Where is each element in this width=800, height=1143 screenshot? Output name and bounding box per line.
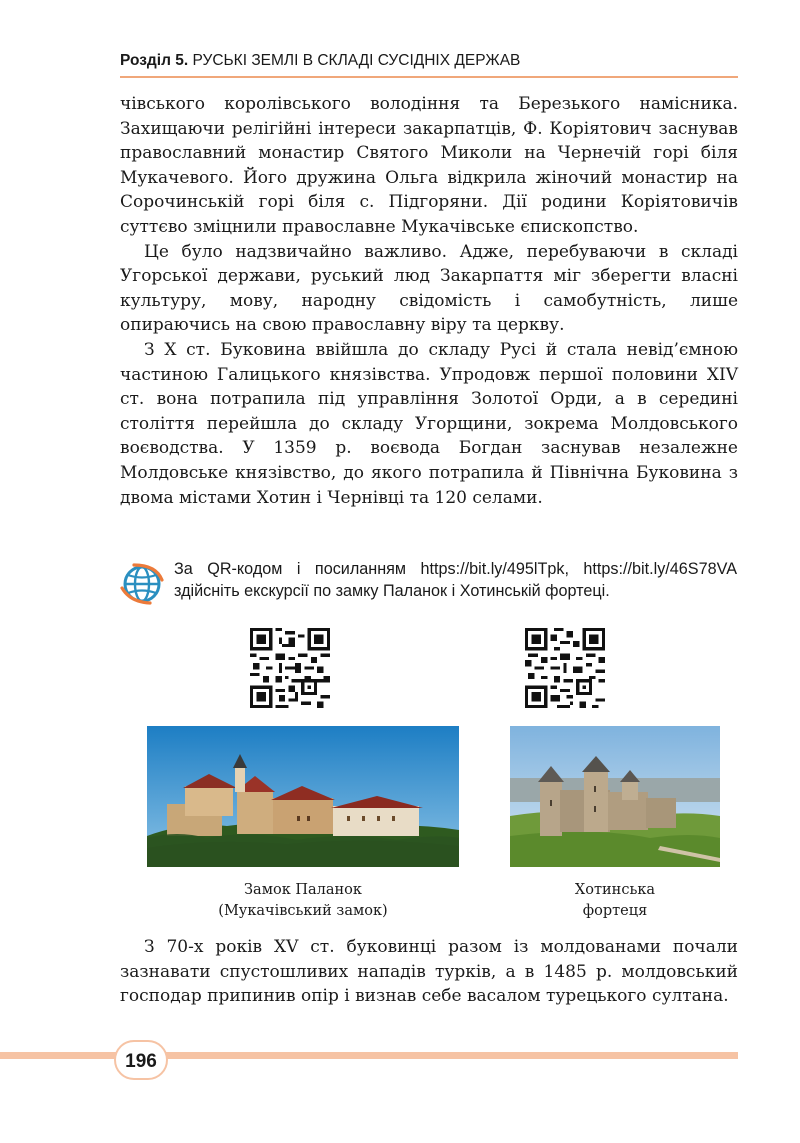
closing-text [120, 935, 738, 1009]
paragraph-4: З 70-х років XV ст. буковинці разом із молдованами почали зазнавати спустошливих нападів турків, а в 1485 р. молдовський господар припинив опір і визнав себе васалом турецького султана. [120, 937, 738, 1007]
khotyn-fortress-photo [510, 726, 720, 867]
paragraph-3: З Х ст. Буковина ввійшла до складу Русі й стала невід’ємною частиною Галицького князівства. Упродовж першої половини XIV ст. вона потрапила під управління Золотої Орди, а в середині століття перейшла до складу Угорщини, зокрема Молдовського воєводства. У 1359 р. воєвода Богдан заснував незалежне Молдовське князівство, до якого потрапила й Північна Буковина з двома містами Хотин і Чернівці та 120 селами. [120, 339, 738, 508]
caption-palanok: Замок Паланок (Мукачівський замок) [218, 882, 388, 919]
main-text [120, 92, 738, 510]
qr-code-palanok[interactable] [250, 628, 330, 708]
footer-bar [0, 1052, 738, 1059]
caption-khotyn: Хотинська фортеця [574, 882, 656, 919]
palanok-castle-photo [147, 726, 459, 867]
paragraph-1: чівського королівського володіння та Березького намісника. Захищаючи релігійні інтереси закарпатців, Ф. Коріятович заснував православний монастир Святого Миколи на Чернечій горі біля Мукачевого. Його дружина Ольга відкрила жіночий монастир на Сорочинській горі біля с. Підгоряни. Дії родини Коріятовичів суттєво зміцнили православне Мукачівське єпископство. [120, 94, 738, 237]
section-title: РУСЬКІ ЗЕМЛІ В СКЛАДІ СУСІДНІХ ДЕРЖАВ [192, 52, 521, 69]
globe-icon [120, 562, 164, 606]
qr-code-khotyn[interactable] [525, 628, 605, 708]
page-header [120, 52, 738, 78]
section-label: Розділ 5. [120, 52, 189, 69]
qr-note: За QR-кодом і посиланням https://bit.ly/495lTpk, https://bit.ly/46S78VA здійсніть екскурсії по замку Паланок і Хотинській фортеці. [174, 560, 737, 600]
paragraph-2: Це було надзвичайно важливо. Адже, перебуваючи в складі Угорської держави, руський люд Закарпаття міг зберегти власні культуру, мову, народну свідомість і самобутність, лише опираючись на свою православну віру та церкву. [120, 241, 738, 336]
page-number: 196 [114, 1040, 168, 1080]
